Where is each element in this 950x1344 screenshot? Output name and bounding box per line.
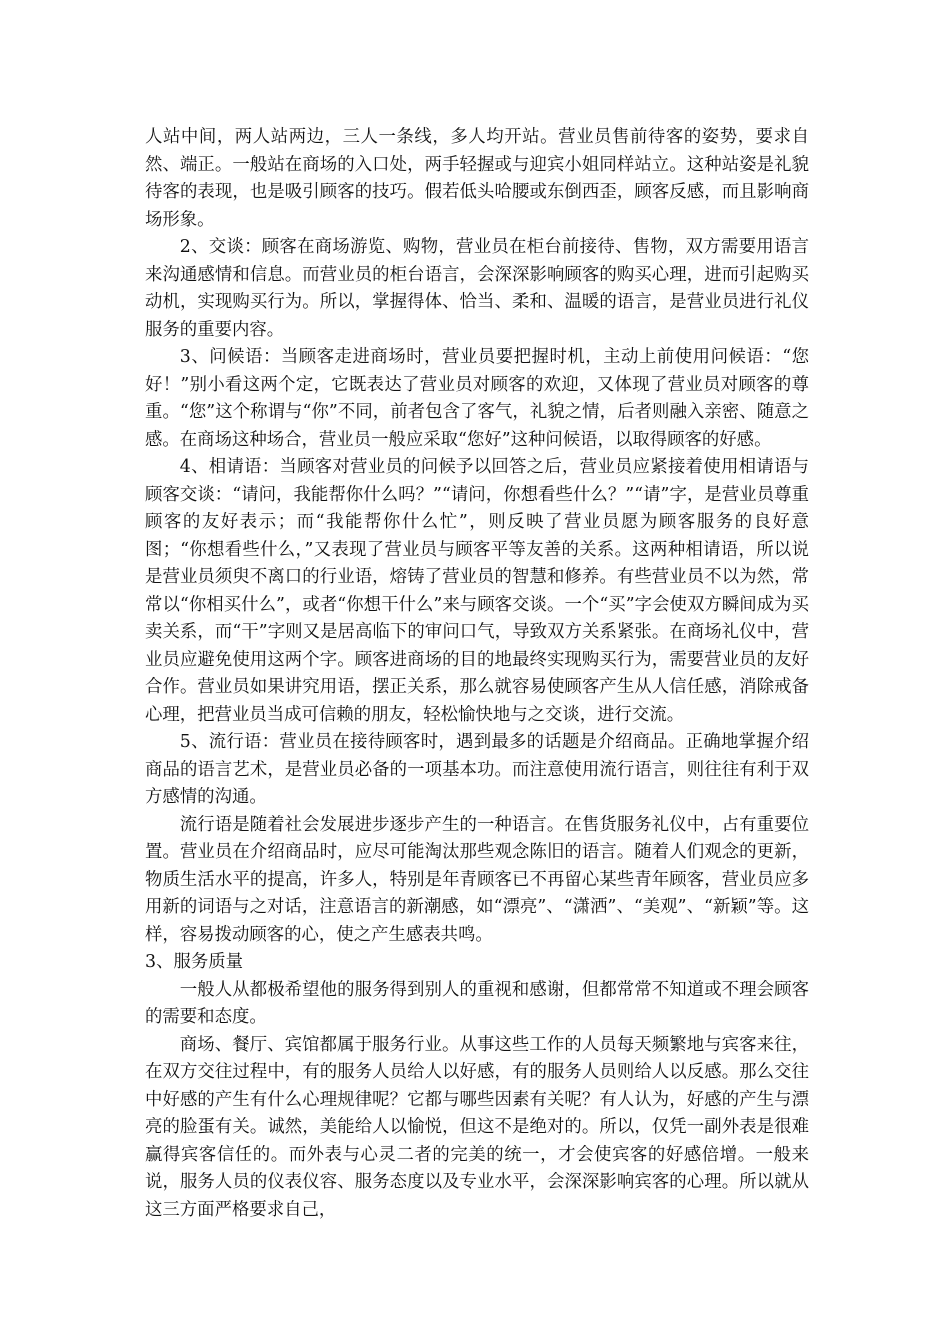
paragraph-popular-phrases: 5、流行语：营业员在接待顾客时，遇到最多的话题是介绍商品。正确地掌握介绍商品的语言艺术，是营业员必备的一项基本功。而注意使用流行语言，则往往有利于双方感情的沟通。 (145, 732, 809, 807)
paragraph-greeting: 3、问候语：当顾客走进商场时，营业员要把握时机，主动上前使用问候语：“您好！”别小看这两个定，它既表达了营业员对顾客的欢迎，又体现了营业员对顾客的尊重。“您”这个称谓与“你”不同，前者包含了客气，礼貌之情，后者则融入亲密、随意之感。在商场这种场合，营业员一般应采取“您好”这种问候语，以取得顾客的好感。 (145, 347, 809, 450)
paragraph-conversation: 2、交谈：顾客在商场游览、购物，营业员在柜台前接待、售物，双方需要用语言来沟通感情和信息。而营业员的柜台语言，会深深影响顾客的购买心理，进而引起购买动机，实现购买行为。所以，掌握得体、恰当、柔和、温暖的语言，是营业员进行礼仪服务的重要内容。 (145, 237, 809, 340)
document-body (145, 124, 809, 1224)
paragraph-popular-language: 流行语是随着社会发展进步逐步产生的一种语言。在售货服务礼仪中，占有重要位置。营业员在介绍商品时，应尽可能淘汰那些观念陈旧的语言。随着人们观念的更新，物质生活水平的提高，许多人，特别是年青顾客已不再留心某些青年顾客，营业员应多用新的词语与之对话，注意语言的新潮感，如“漂亮”、“潇洒”、“美观”、“新颖”等。这样，容易拨动顾客的心，使之产生感表共鸣。 (145, 814, 809, 945)
section-heading-service-quality: 3、服务质量 (145, 952, 244, 972)
paragraph-standing-posture: 人站中间，两人站两边，三人一条线，多人均开站。营业员售前待客的姿势，要求自然、端正。一般站在商场的入口处，两手轻握或与迎宾小姐同样站立。这种站姿是礼貌待客的表现，也是吸引顾客的技巧。假若低头哈腰或东倒西歪，顾客反感，而且影响商场形象。 (145, 127, 809, 230)
paragraph-invitation-phrases: 4、相请语：当顾客对营业员的问候予以回答之后，营业员应紧接着使用相请语与顾客交谈：“请问，我能帮你什么吗？”“请问，你想看些什么？”“请”字，是营业员尊重顾客的友好表示；而“我能帮你什么忙”，则反映了营业员愿为顾客服务的良好意图；“你想看些什么，”又表现了营业员与顾客平等友善的关系。这两种相请语，所以说是营业员须臾不离口的行业语，熔铸了营业员的智慧和修养。有些营业员不以为然，常常以“你相买什么”，或者“你想干什么”来与顾客交谈。一个“买”字会使双方瞬间成为买卖关系，而“干”字则又是居高临下的审问口气，导致双方关系紧张。在商场礼仪中，营业员应避免使用这两个字。顾客进商场的目的地最终实现购买行为，需要营业员的友好合作。营业员如果讲究用语，摆正关系，那么就容易使顾客产生从人信任感，消除戒备心理，把营业员当成可信赖的朋友，轻松愉快地与之交谈，进行交流。 (145, 457, 809, 725)
paragraph-service-industry: 商场、餐厅、宾馆都属于服务行业。从事这些工作的人员每天频繁地与宾客来往，在双方交往过程中，有的服务人员给人以好感，有的服务人员则给人以反感。那么交往中好感的产生有什么心理规律呢？它都与哪些因素有关呢？有人认为，好感的产生与漂亮的脸蛋有关。诚然，美能给人以愉悦，但这不是绝对的。所以，仅凭一副外表是很难赢得宾客信任的。而外表与心灵二者的完美的统一，才会使宾客的好感倍增。一般来说，服务人员的仪表仪容、服务态度以及专业水平，会深深影响宾客的心理。所以就从这三方面严格要求自己， (145, 1034, 809, 1220)
paragraph-service-appreciation: 一般人从都极希望他的服务得到别人的重视和感谢，但都常常不知道或不理会顾客的需要和态度。 (145, 979, 809, 1027)
